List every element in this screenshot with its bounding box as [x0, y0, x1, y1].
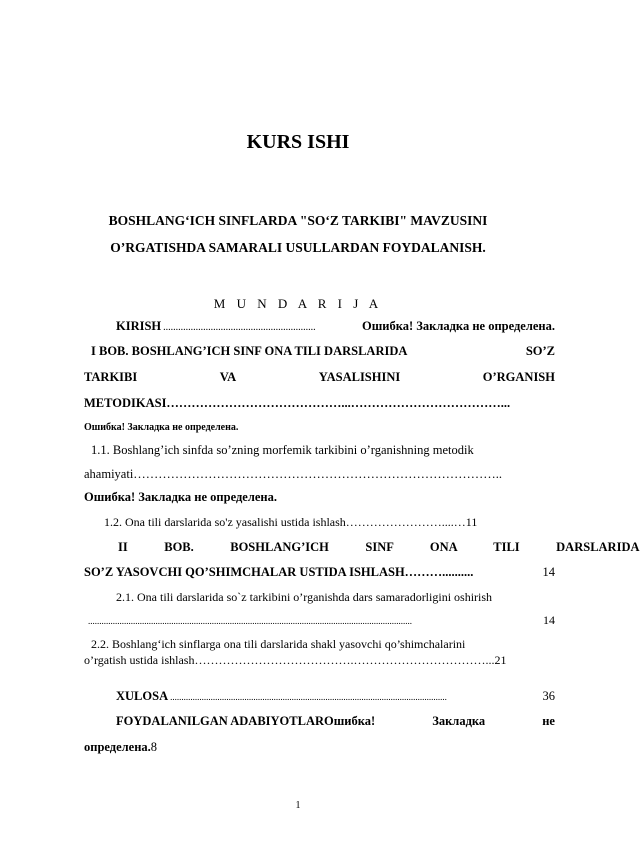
- toc-entry-label: FOYDALANILGAN ADABIYOTLAR: [116, 714, 325, 728]
- toc-error-text: Ошибка! Закладка не определена.: [84, 422, 239, 433]
- toc-error-text: Ошибка!: [324, 714, 376, 728]
- toc-entry-chapter-1-line-2: [84, 370, 555, 385]
- toc-leader-dots: ................................................................................................................................................: [88, 616, 412, 626]
- subtitle-line-1: BOSHLANG‘ICH SINFLARDA "SO‘Z TARKIBI" MAVZUSINI: [108, 213, 488, 228]
- toc-entry-chapter-1-line-3: METODIKASI……………………………………...………………………………...: [84, 396, 511, 410]
- page-number: 1: [295, 800, 301, 811]
- toc-entry-kirish[interactable]: [116, 319, 555, 334]
- toc-heading: M U N D A R I J A: [213, 296, 383, 311]
- toc-error-text: Закладка: [432, 714, 486, 728]
- toc-entry-foydalanilgan-adabiyotlar-line-2: [84, 740, 157, 755]
- toc-entry-label: XULOSA: [116, 689, 169, 703]
- toc-entry-section-1-2[interactable]: 1.2. Ona tili darslarida so'z yasalishi ustida ishlash……………………....…11: [104, 515, 478, 529]
- toc-entry-xulosa[interactable]: [116, 689, 555, 704]
- toc-entry-foydalanilgan-adabiyotlar[interactable]: [116, 714, 555, 729]
- toc-entry-chapter-2[interactable]: II BOB. BOSHLANG’ICH SINF ONA TILI DARSLARIDA: [118, 540, 640, 554]
- toc-leader-dots: ...........................................................................................................................: [170, 692, 447, 702]
- toc-page-number: 8: [150, 740, 158, 754]
- toc-entry-section-2-1-line-2: [88, 613, 555, 628]
- toc-word: O’RGANISH: [482, 370, 555, 384]
- toc-word: YASALISHINI: [318, 370, 401, 384]
- toc-error-text: определена.: [84, 740, 151, 754]
- toc-error-text: не: [542, 714, 555, 728]
- toc-error-text: Ошибка! Закладка не определена.: [84, 490, 277, 504]
- toc-word: VA: [219, 370, 237, 384]
- toc-page-number: 14: [543, 613, 555, 627]
- toc-error-text: Ошибка! Закладка не определена.: [362, 319, 555, 333]
- toc-entry-section-1-1-line-2: ahamiyati……………………………………………………………………………..: [84, 467, 503, 481]
- toc-page-number: 36: [542, 689, 555, 703]
- toc-word: TARKIBI: [84, 370, 138, 384]
- toc-entry-label: SO’Z YASOVCHI QO’SHIMCHALAR USTIDA ISHLASH………..........: [84, 565, 474, 579]
- toc-entry-label-end: SO’Z: [525, 344, 555, 358]
- toc-entry-section-1-1[interactable]: 1.1. Boshlang’ich sinfda so’zning morfemik tarkibini o’rganishning metodik: [91, 443, 474, 457]
- toc-leader-dots: .............................................................: [163, 322, 316, 333]
- toc-entry-label: I BOB. BOSHLANG’ICH SINF ONA TILI DARSLARIDA: [91, 344, 408, 358]
- toc-page-number: 14: [542, 565, 555, 579]
- toc-entry-label: KIRISH: [116, 319, 162, 333]
- toc-entry-section-2-2[interactable]: 2.2. Boshlang‘ich sinflarga ona tili darslarida shakl yasovchi qo’shimchalarini: [91, 637, 466, 651]
- toc-entry-section-2-1[interactable]: 2.1. Ona tili darslarida so`z tarkibini o’rganishda dars samaradorligini oshirish: [116, 590, 493, 604]
- toc-entry-section-2-2-line-2: o’rgatish ustida ishlash………………………………….……………………………...21: [84, 653, 507, 667]
- toc-entry-chapter-1[interactable]: [91, 344, 555, 359]
- document-title: KURS ISHI: [246, 131, 350, 153]
- subtitle-line-2: O’RGATISHDA SAMARALI USULLARDAN FOYDALANISH.: [110, 240, 486, 255]
- toc-entry-chapter-2-line-2: [84, 565, 555, 580]
